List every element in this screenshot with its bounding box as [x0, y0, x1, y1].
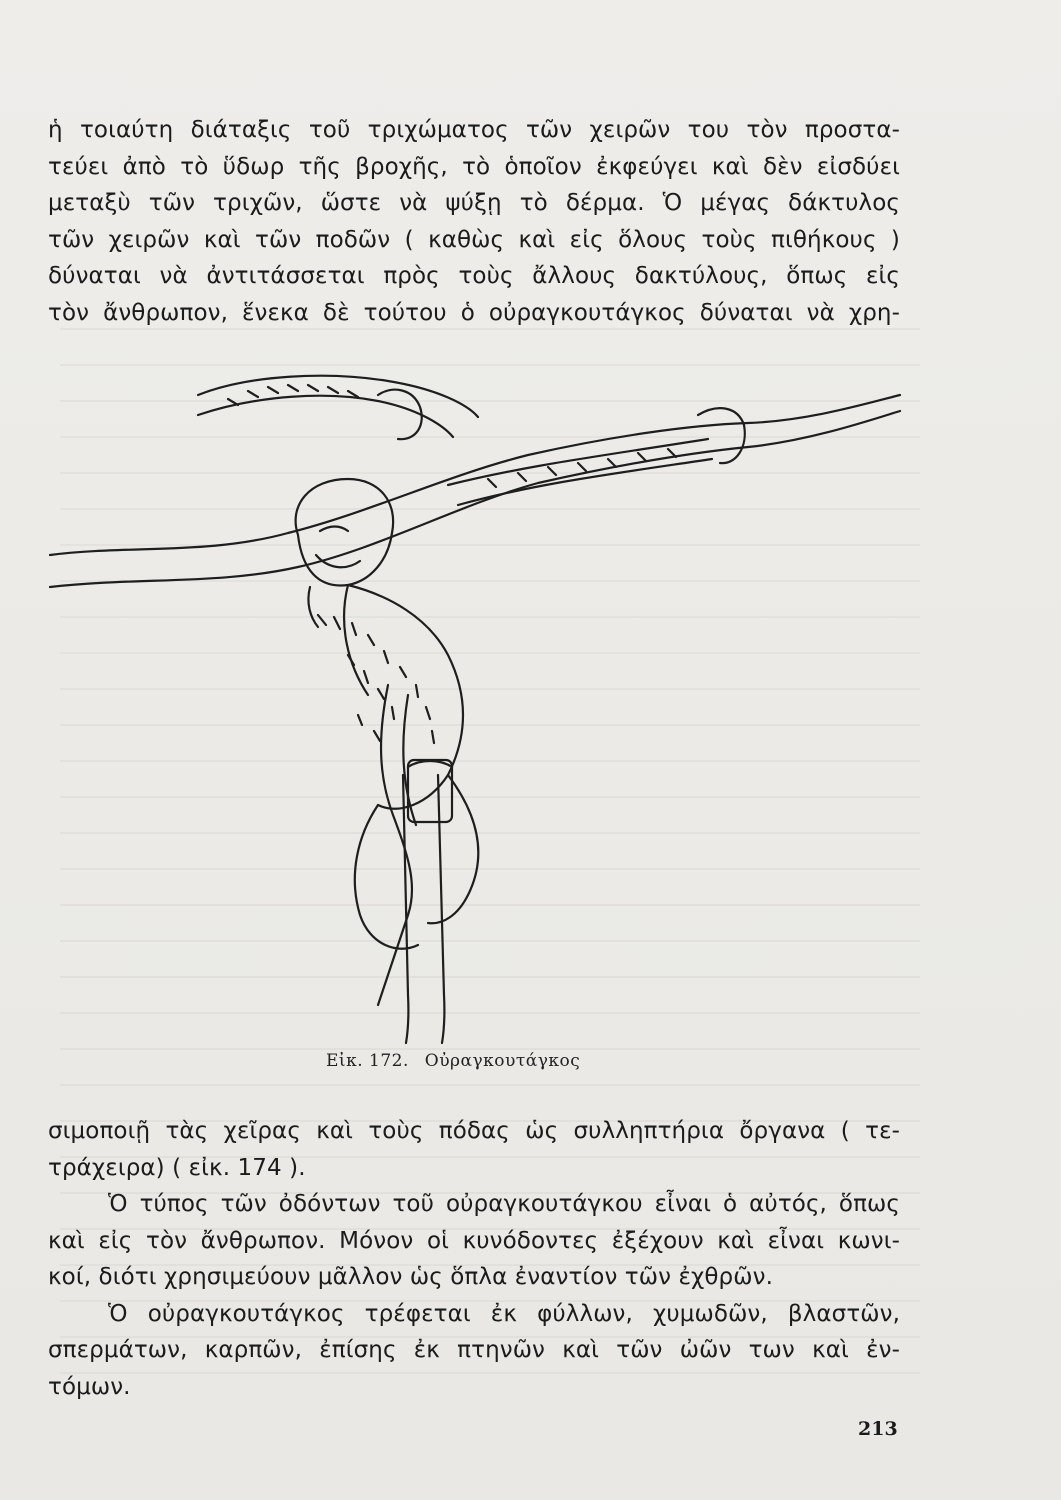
text-line: τὸν ἄνθρωπον, ἕνεκα δὲ τούτου ὁ οὐραγκουτάγκος δύναται νὰ χρη-	[48, 299, 900, 326]
text-line: τράχειρα) ( εἰκ. 174 ).	[48, 1154, 306, 1181]
page-number: 213	[858, 1418, 898, 1440]
text-line: τεύει ἀπὸ τὸ ὕδωρ τῆς βροχῆς, τὸ ὁποῖον ἐκφεύγει καὶ δὲν εἰσδύει	[48, 153, 900, 180]
text-line: Ὁ οὐραγκουτάγκος τρέφεται ἐκ φύλλων, χυμωδῶν, βλαστῶν,	[108, 1300, 900, 1327]
caption-text: Οὐραγκουτάγκος	[424, 1051, 581, 1071]
bottom-paragraphs	[48, 1113, 900, 1405]
orangutan-illustration-icon	[48, 355, 908, 1045]
text-line: τῶν χειρῶν καὶ τῶν ποδῶν ( καθὼς καὶ εἰς ὅλους τοὺς πιθήκους )	[48, 226, 900, 253]
text-line: σπερμάτων, καρπῶν, ἐπίσης ἐκ πτηνῶν καὶ τῶν ὠῶν των καὶ ἐν-	[48, 1337, 900, 1363]
caption-label: Εἰκ. 172.	[326, 1051, 409, 1071]
text-line: καὶ εἰς τὸν ἄνθρωπον. Μόνον οἱ κυνόδοντες ἐξέχουν καὶ εἶναι κωνι-	[48, 1227, 900, 1254]
text-line: δύναται νὰ ἀντιτάσσεται πρὸς τοὺς ἄλλους δακτύλους, ὅπως εἰς	[48, 263, 900, 289]
figure-orangutan	[48, 355, 908, 1045]
text-line: κοί, διότι χρησιμεύουν μᾶλλον ὡς ὅπλα ἐναντίον τῶν ἐχθρῶν.	[48, 1264, 773, 1290]
figure-caption	[326, 1051, 580, 1071]
text-line: σιμοποιῇ τὰς χεῖρας καὶ τοὺς πόδας ὡς συλληπτήρια ὄργανα ( τε-	[48, 1118, 900, 1144]
text-line: ἡ τοιαύτη διάταξις τοῦ τριχώματος τῶν χειρῶν του τὸν προστα-	[48, 117, 900, 143]
text-line: Ὁ τύπος τῶν ὀδόντων τοῦ οὐραγκουτάγκου εἶναι ὁ αὐτός, ὅπως	[108, 1191, 900, 1217]
top-paragraph	[48, 112, 900, 331]
text-line: μεταξὺ τῶν τριχῶν, ὥστε νὰ ψύξῃ τὸ δέρμα. Ὁ μέγας δάκτυλος	[48, 190, 900, 216]
text-line: τόμων.	[48, 1373, 131, 1400]
